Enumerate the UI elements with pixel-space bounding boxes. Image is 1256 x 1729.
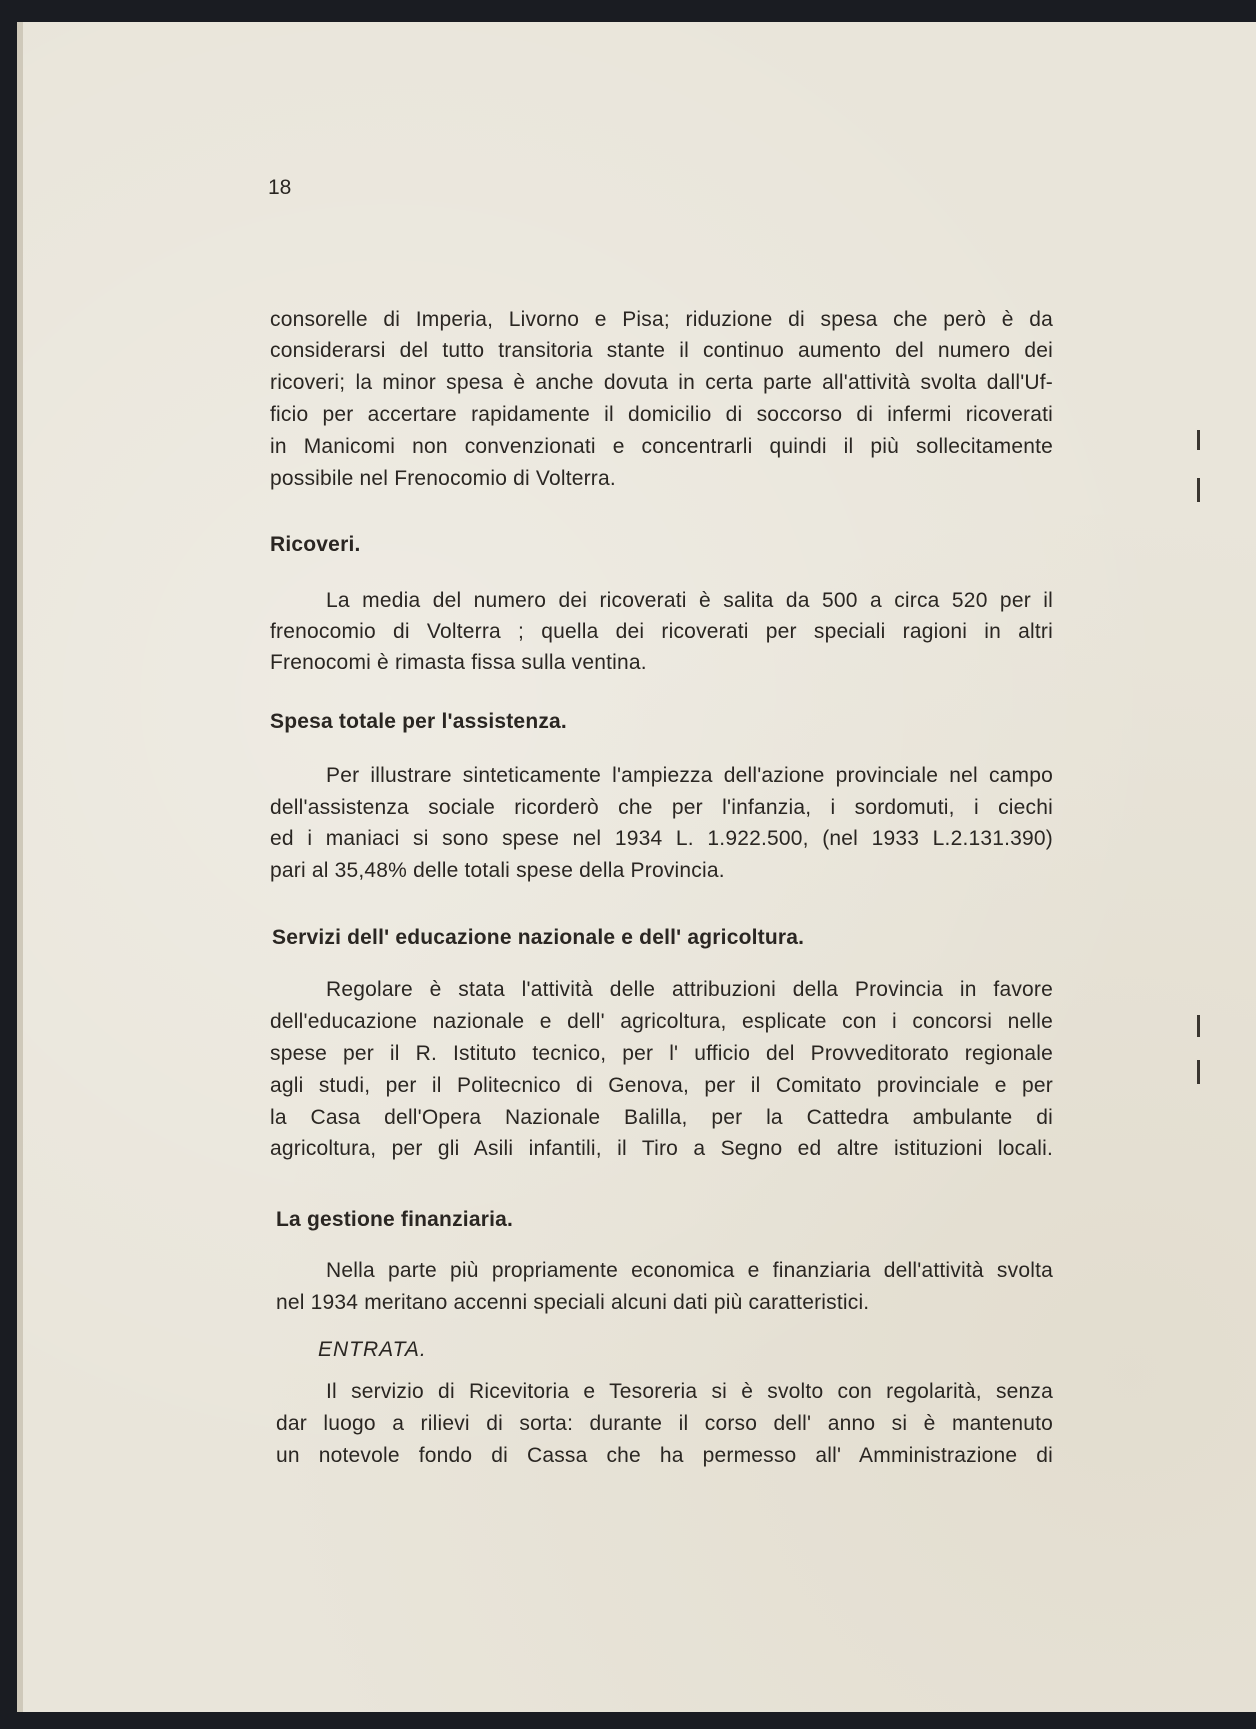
text-line: dell'assistenza sociale ricorderò che per l'infanzia, i sordomuti, i ciechi bbox=[270, 796, 1053, 819]
text-line: Il servizio di Ricevitoria e Tesoreria si è svolto con regolarità, senza bbox=[326, 1380, 1053, 1403]
text-line: spese per il R. Istituto tecnico, per l' ufficio del Provveditorato regionale bbox=[270, 1042, 1053, 1065]
text-line: ficio per accertare rapidamente il domicilio di soccorso di infermi ricoverati bbox=[270, 403, 1053, 426]
text-line: consorelle di Imperia, Livorno e Pisa; riduzione di spesa che però è da bbox=[270, 308, 1053, 331]
text-line: pari al 35,48% delle totali spese della Provincia. bbox=[270, 859, 725, 882]
page-number: 18 bbox=[268, 176, 292, 199]
subheading: ENTRATA. bbox=[318, 1338, 427, 1361]
text-line: possibile nel Frenocomio di Volterra. bbox=[270, 467, 616, 490]
section-heading: La gestione finanziaria. bbox=[276, 1208, 514, 1231]
section-heading: Spesa totale per l'assistenza. bbox=[270, 710, 567, 733]
text-line: dar luogo a rilievi di sorta: durante il corso dell' anno si è mantenuto bbox=[276, 1412, 1053, 1435]
text-line: agli studi, per il Politecnico di Genova, per il Comitato provinciale e per bbox=[270, 1074, 1053, 1097]
text-line: agricoltura, per gli Asili infantili, il Tiro a Segno ed altre istituzioni locali. bbox=[270, 1137, 1053, 1160]
margin-mark bbox=[1197, 430, 1200, 450]
page-edge bbox=[17, 22, 23, 1712]
text-line: nel 1934 meritano accenni speciali alcuni dati più caratteristici. bbox=[276, 1291, 870, 1314]
section-heading: Ricoveri. bbox=[270, 533, 361, 556]
margin-mark bbox=[1197, 1015, 1200, 1037]
text-line: La media del numero dei ricoverati è salita da 500 a circa 520 per il bbox=[326, 589, 1053, 612]
margin-mark bbox=[1197, 478, 1200, 502]
text-line: ricoveri; la minor spesa è anche dovuta in certa parte all'attività svolta dall'Uf- bbox=[270, 371, 1053, 394]
text-line: un notevole fondo di Cassa che ha permesso all' Amministrazione di bbox=[276, 1444, 1053, 1467]
text-line: Nella parte più propriamente economica e finanziaria dell'attività svolta bbox=[326, 1259, 1053, 1282]
text-line: Frenocomi è rimasta fissa sulla ventina. bbox=[270, 651, 647, 674]
text-line: in Manicomi non convenzionati e concentrarli quindi il più sollecitamente bbox=[270, 435, 1053, 458]
text-line: dell'educazione nazionale e dell' agricoltura, esplicate con i concorsi nelle bbox=[270, 1010, 1053, 1033]
margin-mark bbox=[1197, 1060, 1200, 1084]
text-line: ed i maniaci si sono spese nel 1934 L. 1.922.500, (nel 1933 L.2.131.390) bbox=[270, 827, 1053, 850]
text-line: la Casa dell'Opera Nazionale Balilla, per la Cattedra ambulante di bbox=[270, 1106, 1053, 1129]
section-heading: Servizi dell' educazione nazionale e dell' agricoltura. bbox=[272, 926, 805, 949]
text-line: Per illustrare sinteticamente l'ampiezza dell'azione provinciale nel campo bbox=[326, 764, 1053, 787]
text-line: frenocomio di Volterra ; quella dei ricoverati per speciali ragioni in altri bbox=[270, 620, 1053, 643]
text-line: Regolare è stata l'attività delle attribuzioni della Provincia in favore bbox=[326, 978, 1053, 1001]
text-line: considerarsi del tutto transitoria stante il continuo aumento del numero dei bbox=[270, 339, 1053, 362]
